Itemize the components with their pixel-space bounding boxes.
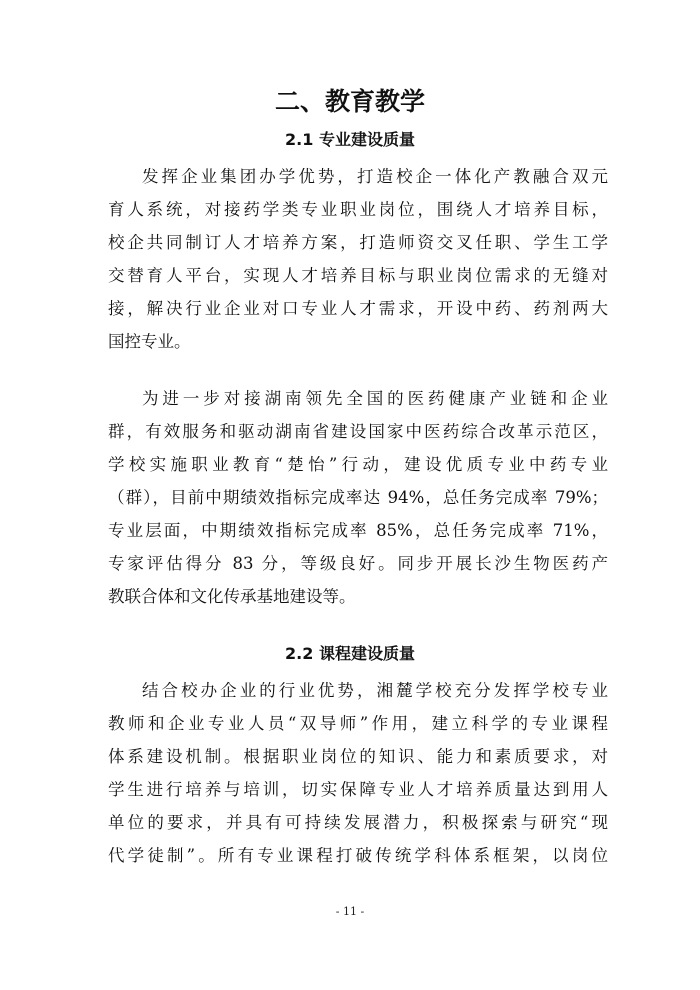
text-line: 接，解决行业企业对口专业人才需求，开设中药、药剂两大 <box>108 299 608 318</box>
text-line: 育人系统，对接药学类专业职业岗位，围绕人才培养目标， <box>108 200 608 219</box>
section-title-2-1: 2.1 专业建设质量 <box>285 130 415 149</box>
text-line: 学校实施职业教育“楚怡”行动，建设优质专业中药专业 <box>108 455 608 474</box>
text-line: 校企共同制订人才培养方案，打造师资交叉任职、学生工学 <box>108 233 608 252</box>
text-line: 发挥企业集团办学优势，打造校企一体化产教融合双元 <box>142 167 608 186</box>
text-line: 教师和企业专业人员“双导师”作用，建立科学的专业课程 <box>108 714 608 733</box>
paragraph-curriculum-construction <box>108 674 608 872</box>
text-line: 为进一步对接湖南领先全国的医药健康产业链和企业 <box>142 389 608 408</box>
page-number: - 11 - <box>335 905 365 918</box>
text-line: 专业层面，中期绩效指标完成率 85%，总任务完成率 71%， <box>108 521 608 540</box>
paragraph-professional-construction <box>108 160 608 358</box>
text-line: 结合校办企业的行业优势，湘麓学校充分发挥学校专业 <box>142 681 608 700</box>
text-line: 体系建设机制。根据职业岗位的知识、能力和素质要求，对 <box>108 747 608 766</box>
section-title-2-2: 2.2 课程建设质量 <box>285 644 415 663</box>
paragraph-chuyi-action <box>108 382 608 613</box>
chapter-title: 二、教育教学 <box>274 87 425 116</box>
text-line: 教联合体和文化传承基地建设等。 <box>108 587 356 606</box>
text-line: 国控专业。 <box>108 332 191 351</box>
text-line: 群，有效服务和驱动湖南省建设国家中医药综合改革示范区， <box>108 422 608 441</box>
text-line: 单位的要求，并具有可持续发展潜力，积极探索与研究“现 <box>108 813 608 832</box>
text-line: 专家评估得分 83 分，等级良好。同步开展长沙生物医药产 <box>108 554 608 573</box>
text-line: （群），目前中期绩效指标完成率达 94%，总任务完成率 79%； <box>108 488 608 507</box>
text-line: 学生进行培养与培训，切实保障专业人才培养质量达到用人 <box>108 780 608 799</box>
text-line: 代学徒制”。所有专业课程打破传统学科体系框架，以岗位 <box>108 846 608 865</box>
text-line: 交替育人平台，实现人才培养目标与职业岗位需求的无缝对 <box>108 266 608 285</box>
